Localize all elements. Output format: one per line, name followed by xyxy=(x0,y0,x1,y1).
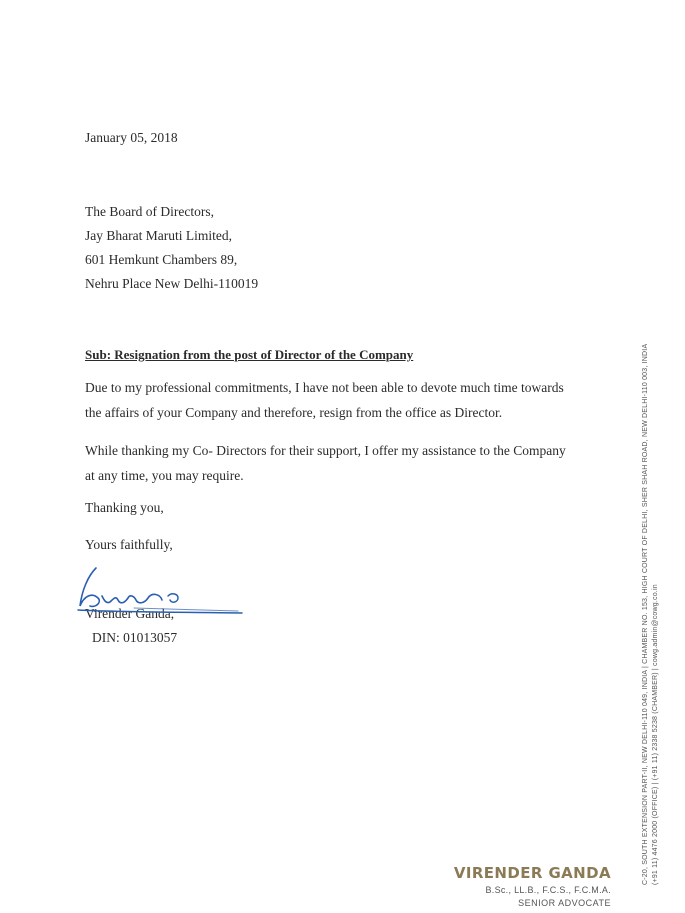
din-number: DIN: 01013057 xyxy=(92,630,178,645)
contact-line: (+91 11) 4476 2000 (OFFICE) | (+91 11) 2338 5238 (CHAMBER) | cowg.admin@cowg.co.in xyxy=(652,584,659,885)
letterhead-side-address xyxy=(641,344,661,885)
recipient-line: Jay Bharat Maruti Limited, xyxy=(85,228,232,243)
address-line: C-20, SOUTH EXTENSION PART-II, NEW DELHI-110 049, INDIA | CHAMBER NO. 153, HIGH COURT OF DELHI, SHER SHAH ROAD, NEW DELHI-110 003, INDIA xyxy=(642,343,649,885)
letter-date: January 05, 2018 xyxy=(85,130,178,145)
paragraph-line: at any time, you may require. xyxy=(85,468,244,483)
paragraph-line: While thanking my Co- Directors for their support, I offer my assistance to the Company xyxy=(85,443,566,458)
letter-subject: Sub: Resignation from the post of Director of the Company xyxy=(85,347,414,362)
letterhead-title: SENIOR ADVOCATE xyxy=(518,898,611,908)
paragraph-line: the affairs of your Company and therefore, resign from the office as Director. xyxy=(85,405,503,420)
recipient-line: 601 Hemkunt Chambers 89, xyxy=(85,252,238,267)
handwritten-signature xyxy=(74,562,249,622)
recipient-line: Nehru Place New Delhi-110019 xyxy=(85,276,259,291)
paragraph-line: Due to my professional commitments, I have not been able to devote much time towards xyxy=(85,380,564,395)
letterhead-name: VIRENDER GANDA xyxy=(453,864,611,882)
closing-yours: Yours faithfully, xyxy=(85,537,173,552)
signatory-name: Virender Ganda, xyxy=(85,606,175,621)
closing-thanks: Thanking you, xyxy=(85,500,164,515)
letterhead-qualifications: B.Sc., LL.B., F.C.S., F.C.M.A. xyxy=(485,885,611,895)
recipient-line: The Board of Directors, xyxy=(85,204,214,219)
